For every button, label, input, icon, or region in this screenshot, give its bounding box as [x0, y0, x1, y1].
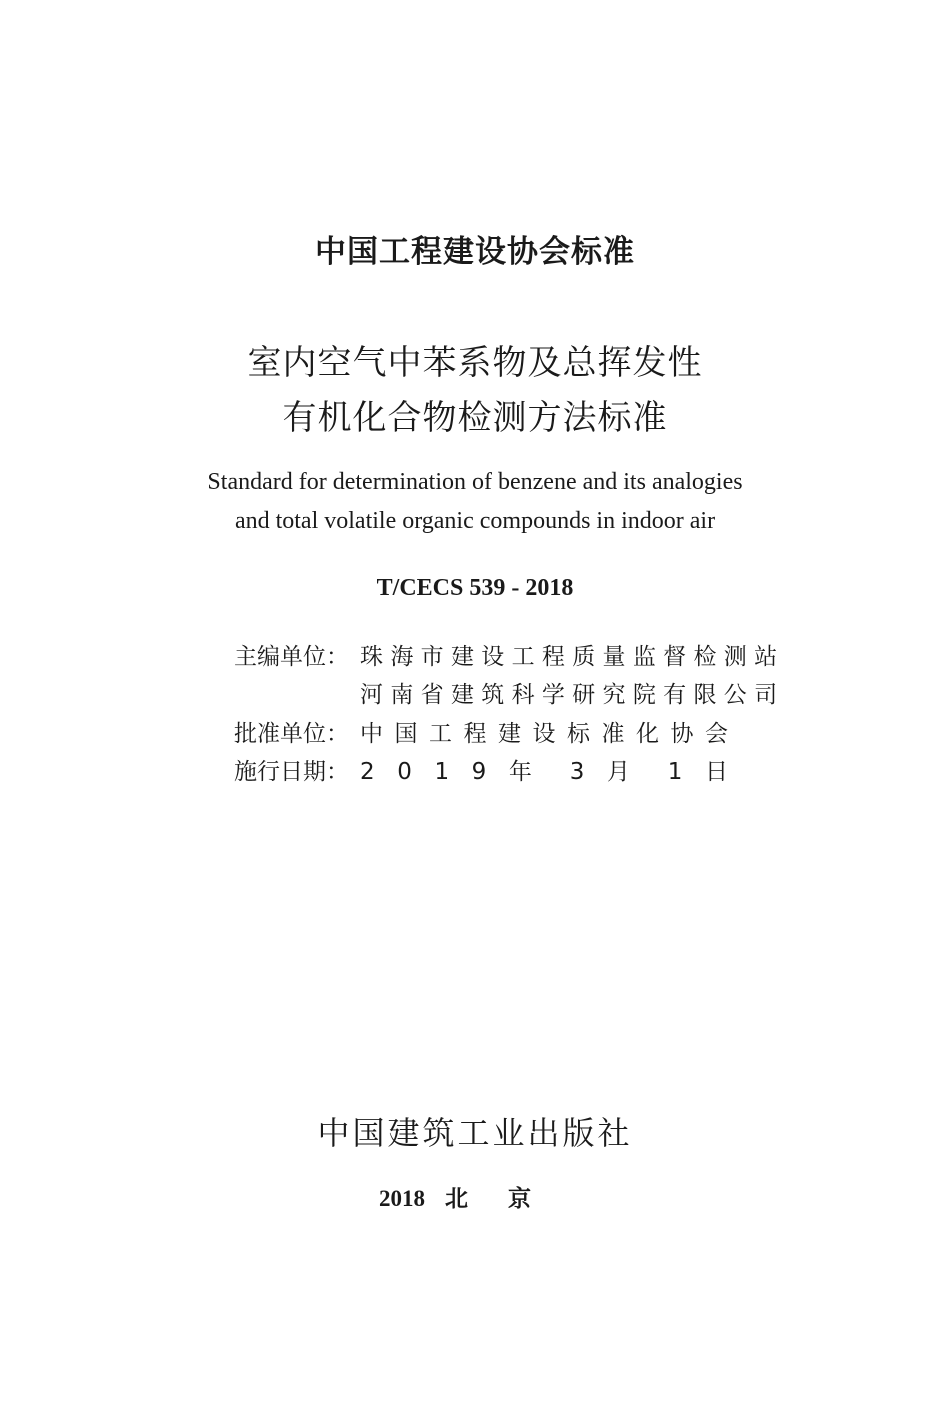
chief-editor-label: 主编单位： [234, 644, 349, 670]
effective-date-row [234, 756, 728, 788]
publication-place: 北京 [445, 1186, 571, 1212]
approval-label: 批准单位： [234, 721, 349, 747]
standard-code: T/CECS 539 - 2018 [376, 575, 574, 601]
chinese-title-line-2: 有机化合物检测方法标准 [282, 398, 668, 438]
chinese-title-line-1: 室内空气中苯系物及总挥发性 [247, 343, 703, 383]
publication-year-place [0, 1180, 950, 1213]
chief-editor-row-2 [234, 679, 778, 711]
association-standard-heading: 中国工程建设协会标准 [315, 234, 635, 270]
chief-editor-unit-1: 珠 海 市 建 设 工 程 质 量 监 督 检 测 站 [360, 644, 778, 670]
effective-date-label: 施行日期： [234, 759, 349, 785]
chief-editor-row [234, 641, 778, 673]
effective-date-value: 2 0 1 9 年 3 月 1 日 [360, 759, 728, 785]
publication-year: 2018 [379, 1186, 425, 1211]
publisher-name: 中国建筑工业出版社 [317, 1114, 633, 1152]
chief-editor-unit-2: 河 南 省 建 筑 科 学 研 究 院 有 限 公 司 [360, 682, 778, 708]
approval-unit: 中 国 工 程 建 设 标 准 化 协 会 [360, 721, 728, 747]
approval-row [234, 718, 728, 750]
english-title-line-1: Standard for determination of benzene and its analogies [207, 469, 743, 495]
english-title-line-2: and total volatile organic compounds in indoor air [234, 508, 716, 534]
